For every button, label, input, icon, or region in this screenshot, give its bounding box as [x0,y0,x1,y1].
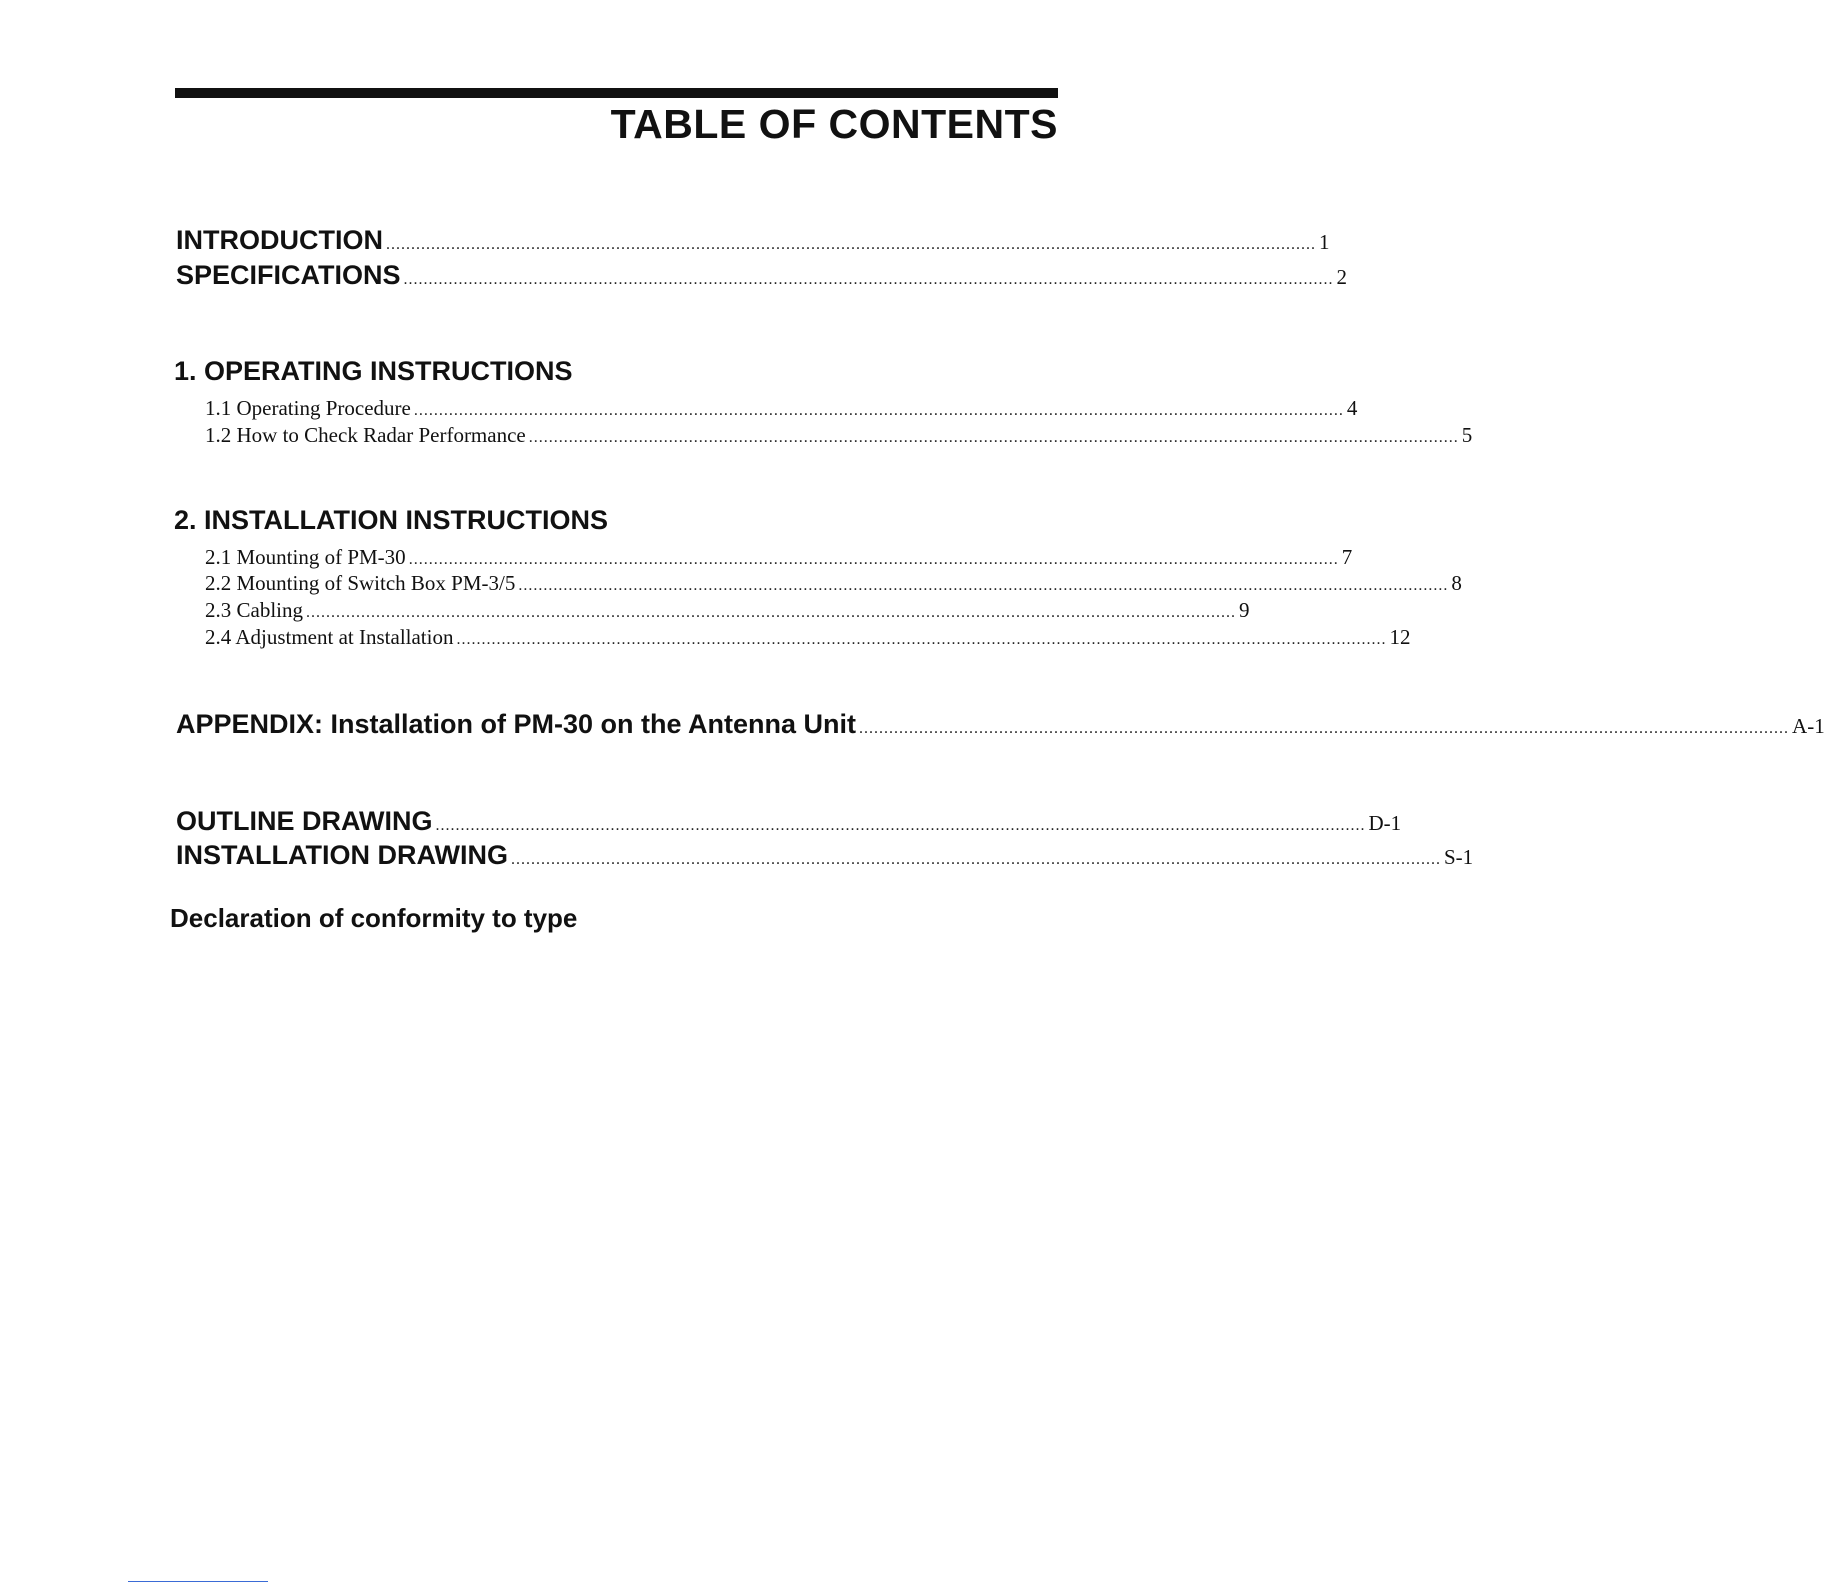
toc-entry-introduction[interactable] [176,225,1330,256]
toc-page-number: 1 [1318,230,1330,254]
toc-entry-outline-drawing[interactable] [176,806,1402,837]
toc-entry-label: SPECIFICATIONS [176,260,401,290]
toc-subentry-2-4[interactable] [205,625,1411,650]
toc-page-number: 2 [1336,265,1348,289]
toc-entry-label: 1.2 How to Check Radar Performance [205,423,526,447]
dot-leader: .......................................................................................................................................................................................... [528,429,1459,446]
toc-subentry-1-2[interactable] [205,423,1473,448]
toc-entry-label: OUTLINE DRAWING [176,806,433,836]
toc-entry-specifications[interactable] [176,260,1348,291]
toc-subentry-1-1[interactable] [205,396,1358,421]
toc-entry-label: 1.1 Operating Procedure [205,396,411,420]
section-heading-operating[interactable]: 1. OPERATING INSTRUCTIONS [174,356,573,386]
toc-page-number: 5 [1461,423,1473,447]
toc-entry-appendix[interactable] [176,709,1825,740]
dot-leader: .......................................................................................................................................................................................... [456,631,1387,648]
toc-entry-label: 2.4 Adjustment at Installation [205,625,454,649]
toc-page-number: 9 [1239,598,1250,622]
toc-page-number: 8 [1451,571,1462,595]
toc-page-number: 12 [1389,625,1411,649]
toc-page-number: S-1 [1443,845,1474,869]
dot-leader: .......................................................................................................................................................................................... [859,720,1790,737]
dot-leader: .......................................................................................................................................................................................... [306,604,1236,621]
toc-entry-label: INSTALLATION DRAWING [176,840,508,870]
dot-leader: .......................................................................................................................................................................................... [510,851,1441,868]
section-heading-installation[interactable]: 2. INSTALLATION INSTRUCTIONS [174,505,608,535]
toc-entry-installation-drawing[interactable] [176,840,1474,871]
dot-leader: .......................................................................................................................................................................................... [403,271,1334,288]
toc-subentry-2-1[interactable] [205,545,1353,570]
dot-leader: .......................................................................................................................................................................................... [435,817,1366,834]
toc-page-number: D-1 [1368,811,1402,835]
bottom-underline [128,1581,268,1582]
page-title: TABLE OF CONTENTS [610,101,1058,147]
toc-entry-label: 2.2 Mounting of Switch Box PM-3/5 [205,571,516,595]
dot-leader: .......................................................................................................................................................................................... [413,402,1344,419]
toc-subentry-2-2[interactable] [205,571,1462,596]
dot-leader: .......................................................................................................................................................................................... [385,236,1316,253]
toc-entry-label: APPENDIX: Installation of PM-30 on the Antenna Unit [176,709,857,739]
toc-subentry-2-3[interactable] [205,598,1250,623]
dot-leader: .......................................................................................................................................................................................... [408,551,1339,568]
toc-entry-label: INTRODUCTION [176,225,383,255]
toc-entry-label: 2.3 Cabling [205,598,303,622]
title-rule [175,88,1058,98]
toc-page-number: A-1 [1792,714,1825,738]
toc-entry-label: 2.1 Mounting of PM-30 [205,545,406,569]
toc-page-number: 7 [1341,545,1353,569]
declaration-heading[interactable]: Declaration of conformity to type [170,903,578,933]
dot-leader: .......................................................................................................................................................................................... [518,577,1449,594]
toc-page-number: 4 [1346,396,1358,420]
